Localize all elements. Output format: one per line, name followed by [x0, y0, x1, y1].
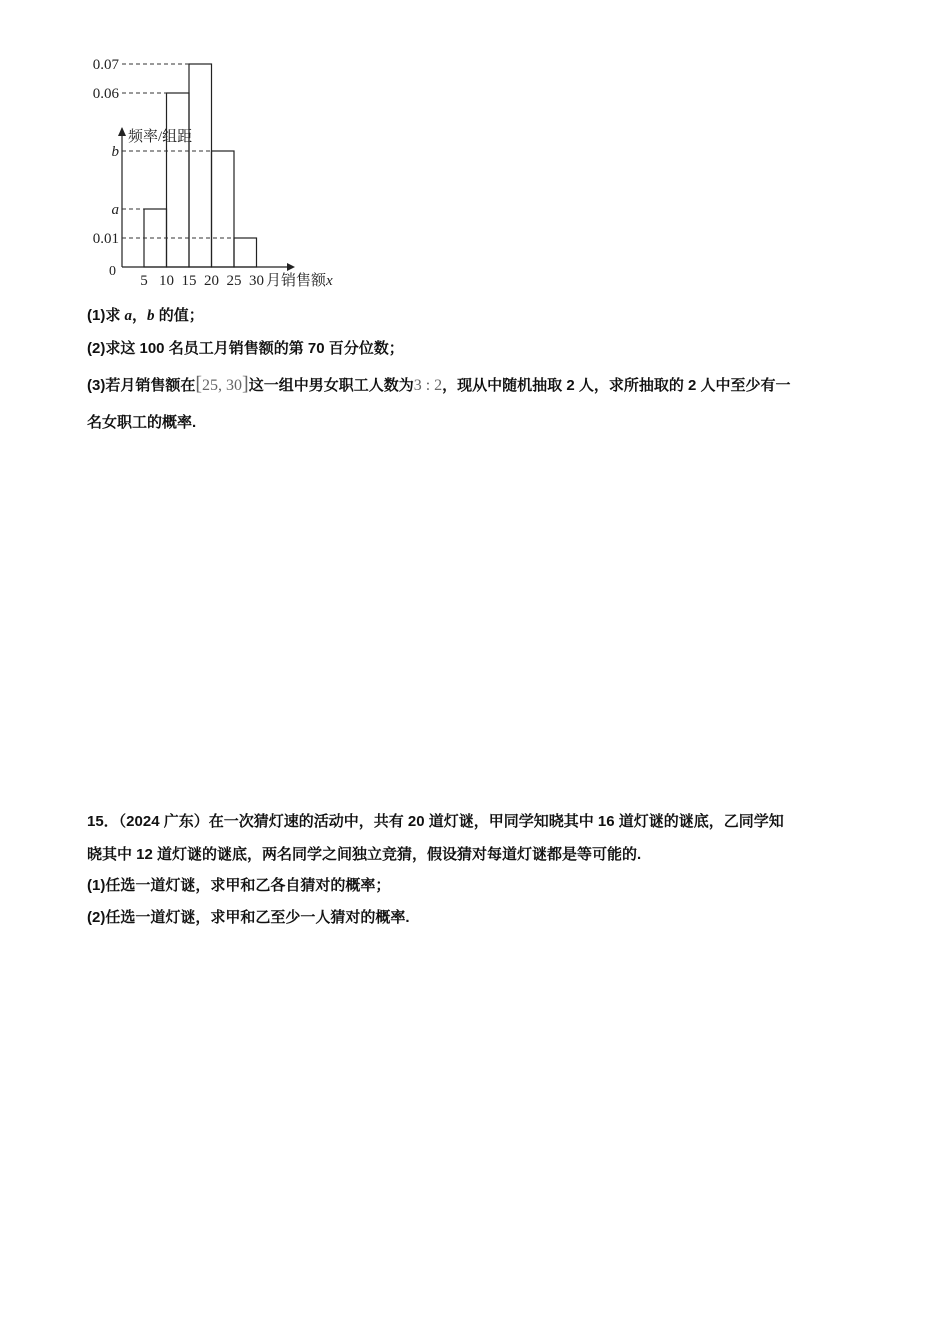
y-tick-label-0.07: 0.07: [92, 57, 119, 73]
interval-25-30: [25, 30]: [195, 373, 249, 395]
q14-part1-prefix: (1)求: [87, 307, 125, 324]
histogram-bar-25-30: [234, 238, 257, 267]
q14-part3-prefix: (3)若月销售额在: [87, 377, 196, 394]
q14-part3-suffix: ，现从中随机抽取 2 人，求所抽取的 2 人中至少有一: [442, 377, 791, 394]
q14-part1-sep: ，: [132, 307, 148, 324]
histogram-bar-10-15: [167, 93, 190, 267]
q14-part2: (2)求这 100 名员工月销售额的第 70 百分位数；: [87, 340, 404, 357]
q14-part3-line2: 名女职工的概率.: [87, 414, 197, 431]
frequency-histogram: [82, 57, 362, 295]
var-b: b: [147, 308, 155, 324]
y-tick-label-0.06: 0.06: [92, 86, 119, 102]
y-axis-label: 频率/组距: [128, 129, 193, 145]
y-tick-label-a: a: [111, 202, 119, 218]
x-axis-label: 月销售额x: [266, 273, 333, 289]
x-tick-label-10: 10: [159, 273, 174, 289]
q15-part2: (2)任选一道灯谜，求甲和乙至少一人猜对的概率.: [87, 909, 410, 926]
q14-part3-mid: 这一组中男女职工人数为: [248, 377, 414, 394]
histogram-bar-5-10: [144, 209, 167, 267]
y-tick-label-b: b: [111, 144, 119, 160]
histogram-bar-15-20: [189, 64, 212, 267]
x-tick-label-30: 30: [249, 273, 264, 289]
q15-stem-line2: 晓其中 12 道灯谜的谜底，两名同学之间独立竞猜，假设猜对每道灯谜都是等可能的.: [87, 846, 642, 863]
x-tick-label-5: 5: [140, 273, 148, 289]
y-axis-arrow: [118, 127, 126, 136]
q15-stem-line1: 15．（2024 广东）在一次猜灯速的活动中，共有 20 道灯谜，甲同学知晓其中 16 道灯谜的谜底，乙同学知: [87, 813, 784, 830]
x-axis-arrow: [287, 263, 295, 271]
x-tick-label-20: 20: [204, 273, 219, 289]
ratio-3-2: 3 : 2: [413, 377, 443, 394]
q14-part1: [87, 306, 204, 326]
q14-part1-suffix: 的值；: [154, 307, 204, 324]
q15-part1: (1)任选一道灯谜，求甲和乙各自猜对的概率；: [87, 877, 391, 894]
y-tick-label-0.01: 0.01: [92, 231, 119, 247]
q14-part3: [87, 374, 791, 396]
x-tick-label-15: 15: [181, 273, 197, 289]
histogram-bar-20-25: [212, 151, 235, 267]
origin-label: 0: [109, 264, 116, 279]
var-a: a: [124, 308, 133, 324]
x-tick-label-25: 25: [226, 273, 242, 289]
